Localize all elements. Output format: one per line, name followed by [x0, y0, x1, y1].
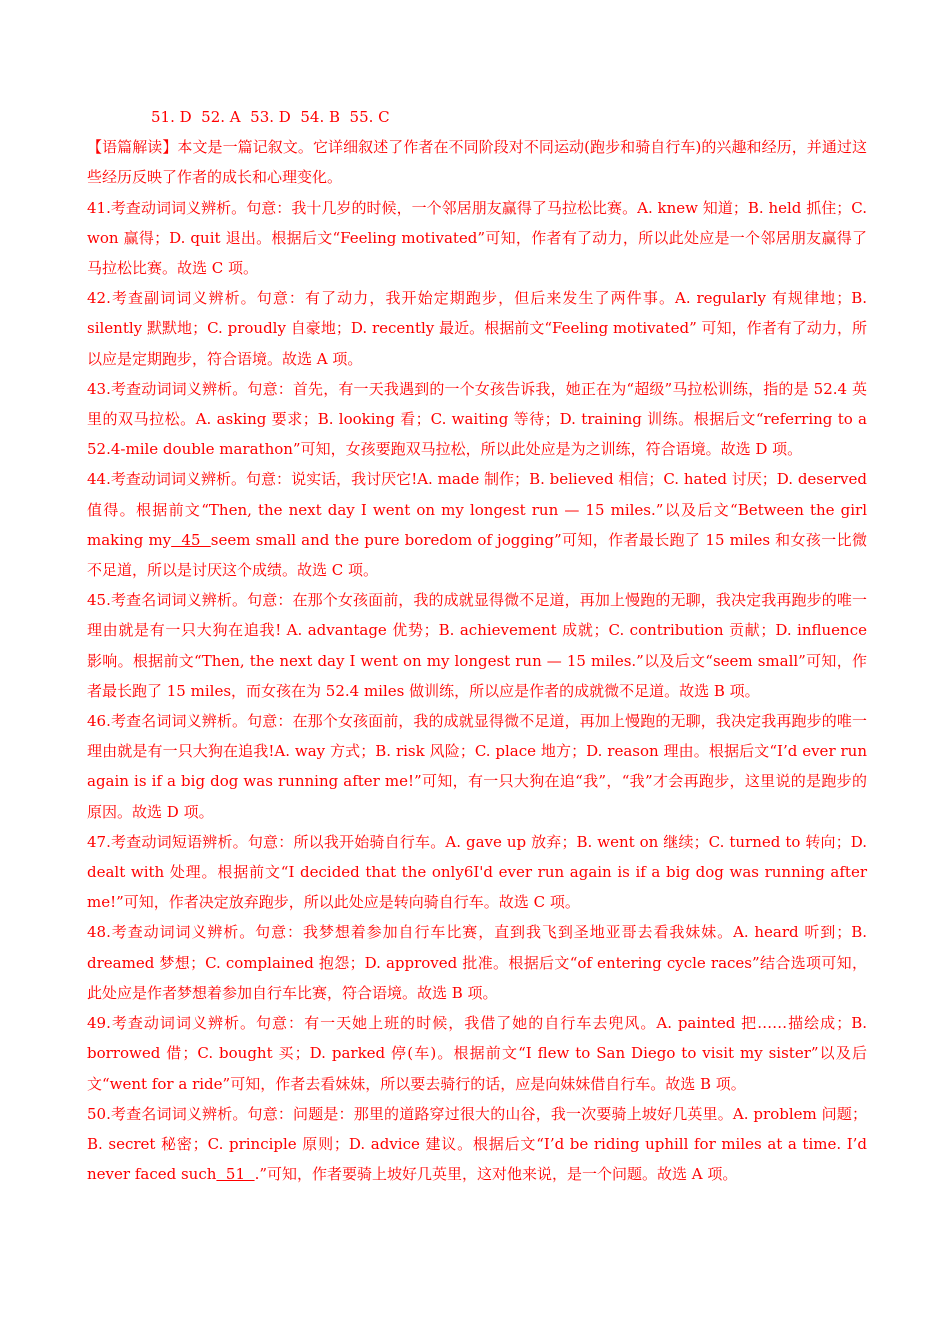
- item-text: 考查动词词义辨析。句意：我梦想着参加自行车比赛，直到我飞到圣地亚哥去看我妹妹。A. heard 听到；B. dreamed 梦想；C. complained 抱怨；D. approved 批准。根据后文“of entering cycle races”结合选项可知，此处应是作者梦想着参加自行车比赛，符合语境。故选 B 项。: [87, 923, 867, 1002]
- explanation-item-45: [87, 585, 867, 706]
- answer-key-line: 51. D 52. A 53. D 54. B 55. C: [151, 108, 390, 126]
- item-number: 49.: [87, 1014, 111, 1033]
- item-text: 考查名词词义辨析。句意：在那个女孩面前，我的成就显得微不足道，再加上慢跑的无聊，我决定我再跑步的唯一理由就是有一只大狗在追我!A. way 方式；B. risk 风险；C. place 地方；D. reason 理由。根据后文“I’d ever run again is if a big dog was running after me!”可知，有一只大狗在追“我”，“我”才会再跑步，这里说的是跑步的原因。故选 D 项。: [87, 712, 867, 821]
- item-number: 44.: [87, 470, 111, 489]
- item-number: 46.: [87, 712, 111, 731]
- item-number: 45.: [87, 591, 111, 610]
- item-number: 48.: [87, 923, 111, 942]
- explanation-item-43: [87, 374, 867, 465]
- item-text: 考查动词词义辨析。句意：有一天她上班的时候，我借了她的自行车去兜风。A. painted 把……描绘成；B. borrowed 借；C. bought 买；D. parked 停(车)。根据前文“I flew to San Diego to visit my sister”以及后文“went for a ride”可知，作者去看妹妹，所以要去骑行的话，应是向妹妹借自行车。故选 B 项。: [87, 1014, 867, 1093]
- item-text: 考查副词词义辨析。句意：有了动力，我开始定期跑步，但后来发生了两件事。A. regularly 有规律地；B. silently 默默地；C. proudly 自豪地；D. recently 最近。根据前文“Feeling motivated” 可知，作者有了动力，所以应是定期跑步，符合语境。故选 A 项。: [87, 289, 867, 368]
- item-number: 50.: [87, 1104, 111, 1123]
- explanation-item-50: [87, 1099, 867, 1190]
- passage-analysis: [87, 132, 867, 192]
- item-number: 43.: [87, 379, 111, 398]
- item-number: 42.: [87, 289, 111, 308]
- explanation-item-49: [87, 1008, 867, 1099]
- item-number: 41.: [87, 198, 111, 217]
- item-text-before: 考查动词词义辨析。句意：说实话，我讨厌它!A. made 制作；B. believed 相信；C. hated 讨厌；D. deserved 值得。根据前文“Then, the next day I went on my longest run — 15 miles.”以及后文“Between the girl making my: [87, 470, 867, 549]
- item-text-before: 考查名词词义辨析。句意：问题是：那里的道路穿过很大的山谷，我一次要骑上坡好几英里。A. problem 问题；B. secret 秘密；C. principle 原则；D. advice 建议。根据后文“I’d be riding uphill for miles at a time. I’d never faced such: [87, 1104, 867, 1184]
- item-text: 考查动词词义辨析。句意：我十几岁的时候，一个邻居朋友赢得了马拉松比赛。A. knew 知道；B. held 抓住；C. won 赢得；D. quit 退出。根据后文“Feeling motivated”可知，作者有了动力，所以此处应是一个邻居朋友赢得了马拉松比赛。故选 C 项。: [87, 198, 867, 278]
- item-text-after: .”可知，作者要骑上坡好几英里，这对他来说，是一个问题。故选 A 项。: [254, 1165, 738, 1184]
- item-text: 考查动词短语辨析。句意：所以我开始骑自行车。A. gave up 放弃；B. went on 继续；C. turned to 转向；D. dealt with 处理。根据前文“I decided that the only6I'd ever run again is if a big dog was running after me!”可知，作者决定放弃跑步，所以此处应是转向骑自行车。故选 C 项。: [87, 832, 867, 912]
- blank-51: 51: [216, 1165, 255, 1184]
- explanation-item-41: [87, 193, 867, 284]
- item-text: 考查名词词义辨析。句意：在那个女孩面前，我的成就显得微不足道，再加上慢跑的无聊，我决定我再跑步的唯一理由就是有一只大狗在追我! A. advantage 优势；B. achievement 成就；C. contribution 贡献；D. influence 影响。根据前文“Then, the next day I went on my longest run — 15 miles.”以及后文“seem small”可知，作者最长跑了 15 miles，而女孩在为 52.4 miles 做训练，所以应是作者的成就微不足道。故选 B 项。: [87, 591, 867, 700]
- item-text-after: seem small and the pure boredom of jogging”可知，作者最长跑了 15 miles 和女孩一比微不足道，所以是讨厌这个成绩。故选 C 项。: [87, 530, 867, 580]
- blank-45: 45: [171, 530, 211, 549]
- explanation-item-46: [87, 706, 867, 827]
- explanation-item-48: [87, 917, 867, 1008]
- item-number: 47.: [87, 832, 111, 851]
- explanation-item-44: [87, 464, 867, 585]
- item-text: 考查动词词义辨析。句意：首先，有一天我遇到的一个女孩告诉我，她正在为“超级”马拉松训练，指的是 52.4 英里的双马拉松。A. asking 要求；B. looking 看；C. waiting 等待；D. training 训练。根据后文“referring to a 52.4-mile double marathon”可知，女孩要跑双马拉松，所以此处应是为之训练，符合语境。故选 D 项。: [87, 379, 867, 459]
- answer-explanation-body: [87, 102, 867, 1189]
- passage-analysis-text: 本文是一篇记叙文。它详细叙述了作者在不同阶段对不同运动(跑步和骑自行车)的兴趣和经历，并通过这些经历反映了作者的成长和心理变化。: [87, 138, 867, 187]
- explanation-item-42: [87, 283, 867, 374]
- explanation-item-47: [87, 827, 867, 918]
- passage-analysis-label: 【语篇解读】: [87, 138, 178, 157]
